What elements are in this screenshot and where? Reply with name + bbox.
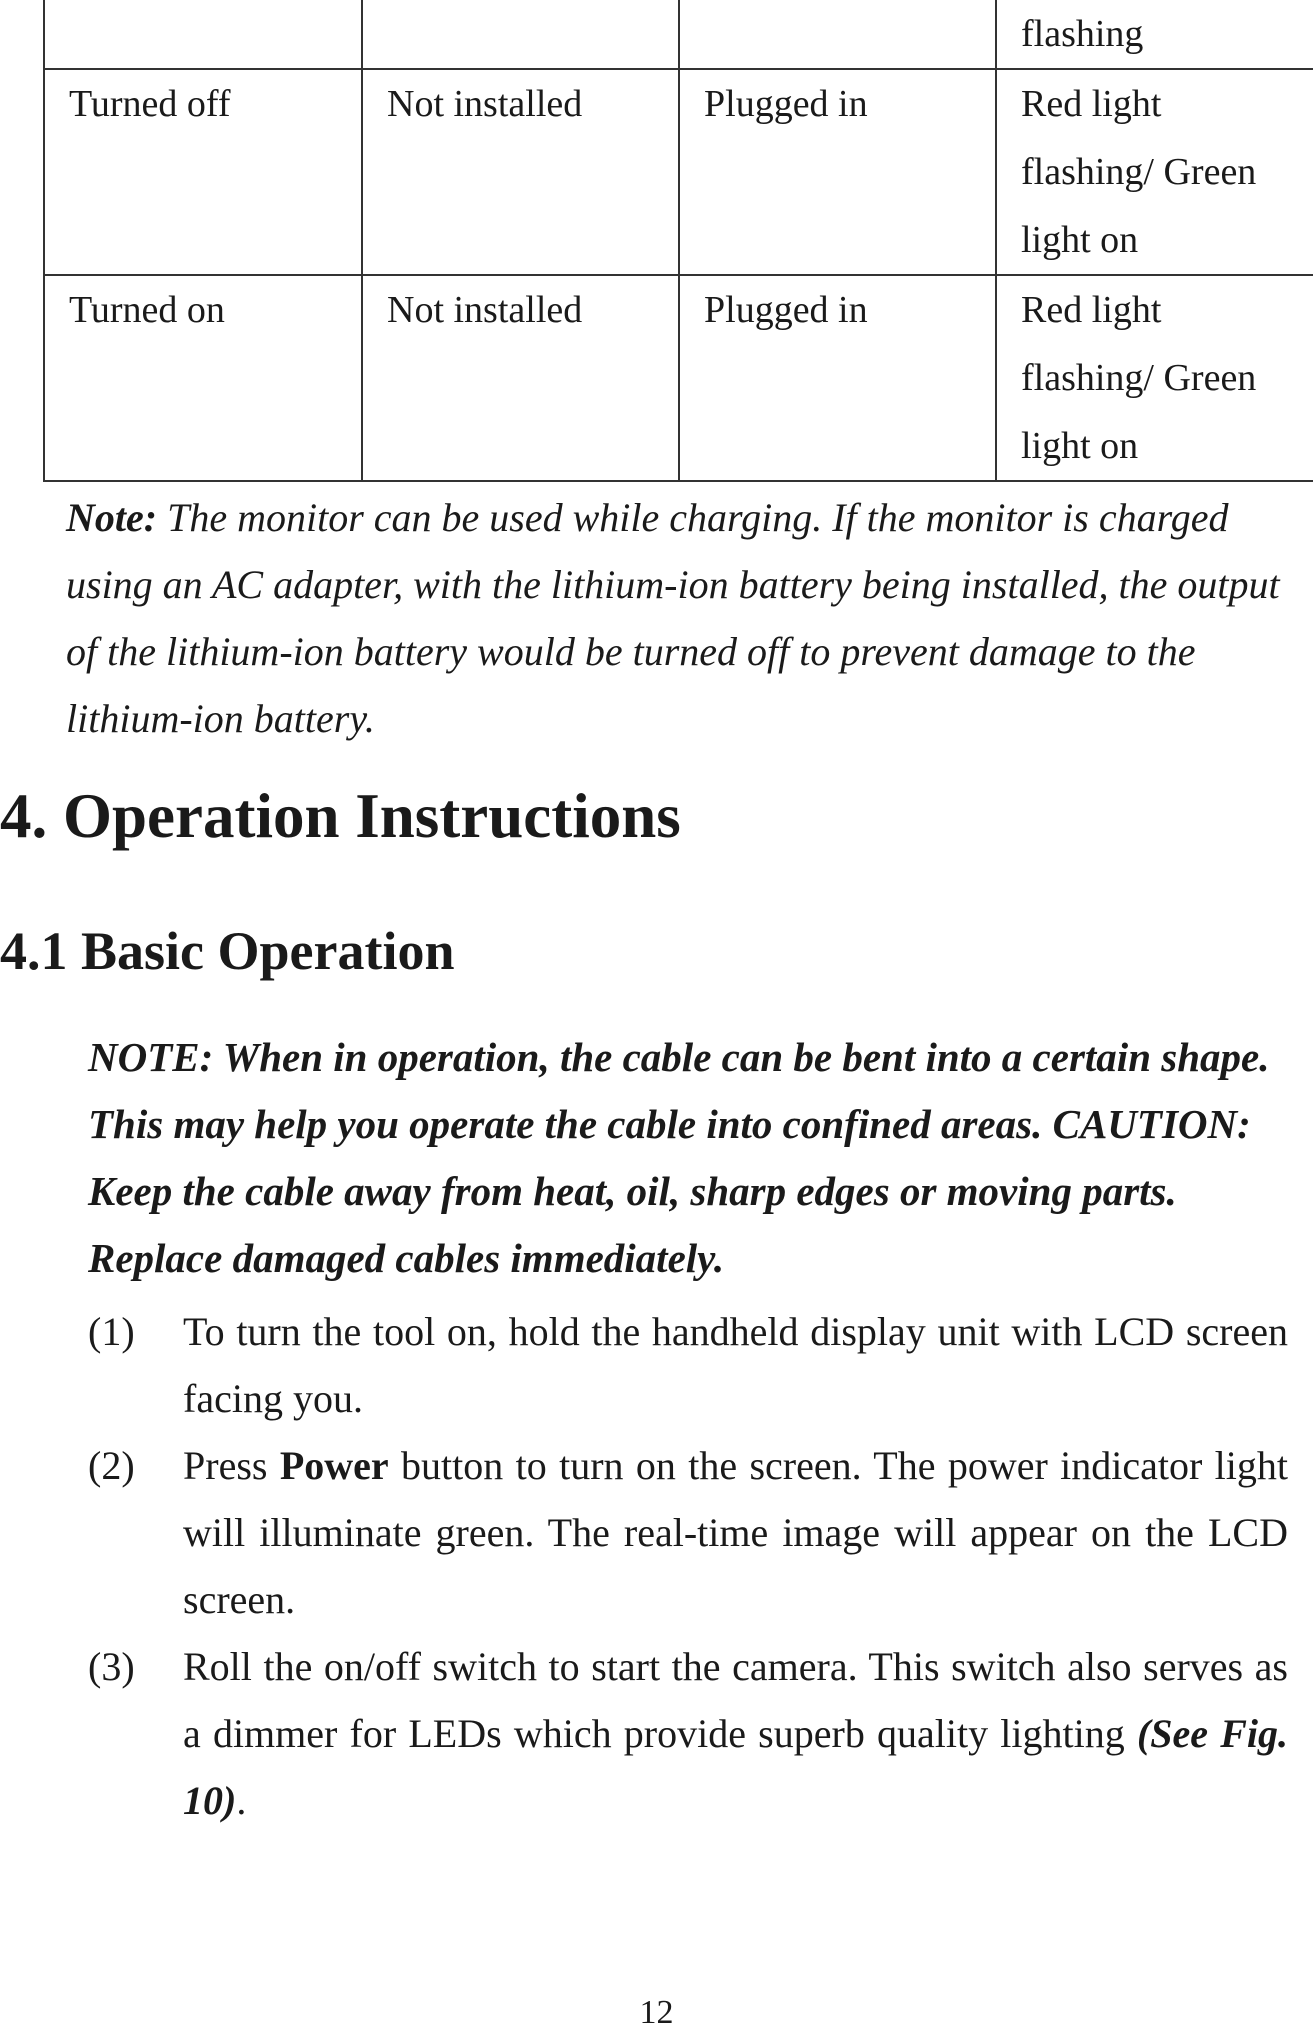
step-text-before: Roll the on/off switch to start the camera. This switch also serves as a dimmer for LEDs which provide superb quality lighting — [183, 1644, 1288, 1756]
table-row — [44, 69, 1313, 275]
step-text: To turn the tool on, hold the handheld display unit with LCD screen facing you. — [183, 1309, 1288, 1421]
note-text: The monitor can be used while charging. If the monitor is charged using an AC adapter, with the lithium-ion battery being installed, the output of the lithium-ion battery would be turned off to prevent damage to the lithium-ion battery. — [66, 495, 1280, 741]
caution-text: CAUTION: Keep the cable away from heat, oil, sharp edges or moving parts. Replace damaged cables immediately. — [88, 1101, 1251, 1281]
table-cell: Turned off — [44, 69, 362, 275]
charging-status-table — [43, 0, 1313, 482]
note-label: Note: — [66, 495, 158, 540]
table-cell: Not installed — [362, 275, 679, 481]
table-cell: Red light flashing/ Green light on — [996, 275, 1313, 481]
power-button-name: Power — [279, 1443, 389, 1488]
table-cell: Plugged in — [679, 69, 996, 275]
step-text — [183, 1432, 1288, 1633]
step-text-after: . — [236, 1778, 247, 1823]
table-row — [44, 0, 1313, 69]
list-item — [88, 1432, 1288, 1633]
table-cell — [362, 0, 679, 69]
step-text — [183, 1633, 1288, 1834]
step-text-after: button to turn on the screen. The power indicator light will illuminate green. The real-time image will appear on the LCD screen. — [183, 1443, 1289, 1622]
section-title: 4. Operation Instructions — [0, 781, 681, 851]
table-cell: Plugged in — [679, 275, 996, 481]
step-text-before: Press — [183, 1443, 268, 1488]
steps-list — [88, 1298, 1288, 1834]
table-row — [44, 275, 1313, 481]
step-number: (1) — [88, 1309, 135, 1354]
step-number: (3) — [88, 1644, 135, 1689]
list-item — [88, 1633, 1288, 1834]
table-cell: Red light flashing/ Green light on — [996, 69, 1313, 275]
figure-reference: (See Fig. 10) — [183, 1711, 1288, 1823]
table-cell — [44, 0, 362, 69]
table-cell: Not installed — [362, 69, 679, 275]
charging-note — [66, 484, 1296, 752]
table-cell: flashing — [996, 0, 1313, 69]
operation-note: NOTE: When in operation, the cable can be bent into a certain shape. This may help you operate the cable into confined areas. — [88, 1034, 1270, 1147]
subsection-title: 4.1 Basic Operation — [0, 921, 455, 981]
step-number: (2) — [88, 1443, 135, 1488]
page-number: 12 — [639, 1994, 674, 2031]
table-cell: Turned on — [44, 275, 362, 481]
table-cell — [679, 0, 996, 69]
warning-block — [88, 1024, 1288, 1292]
list-item — [88, 1298, 1288, 1432]
